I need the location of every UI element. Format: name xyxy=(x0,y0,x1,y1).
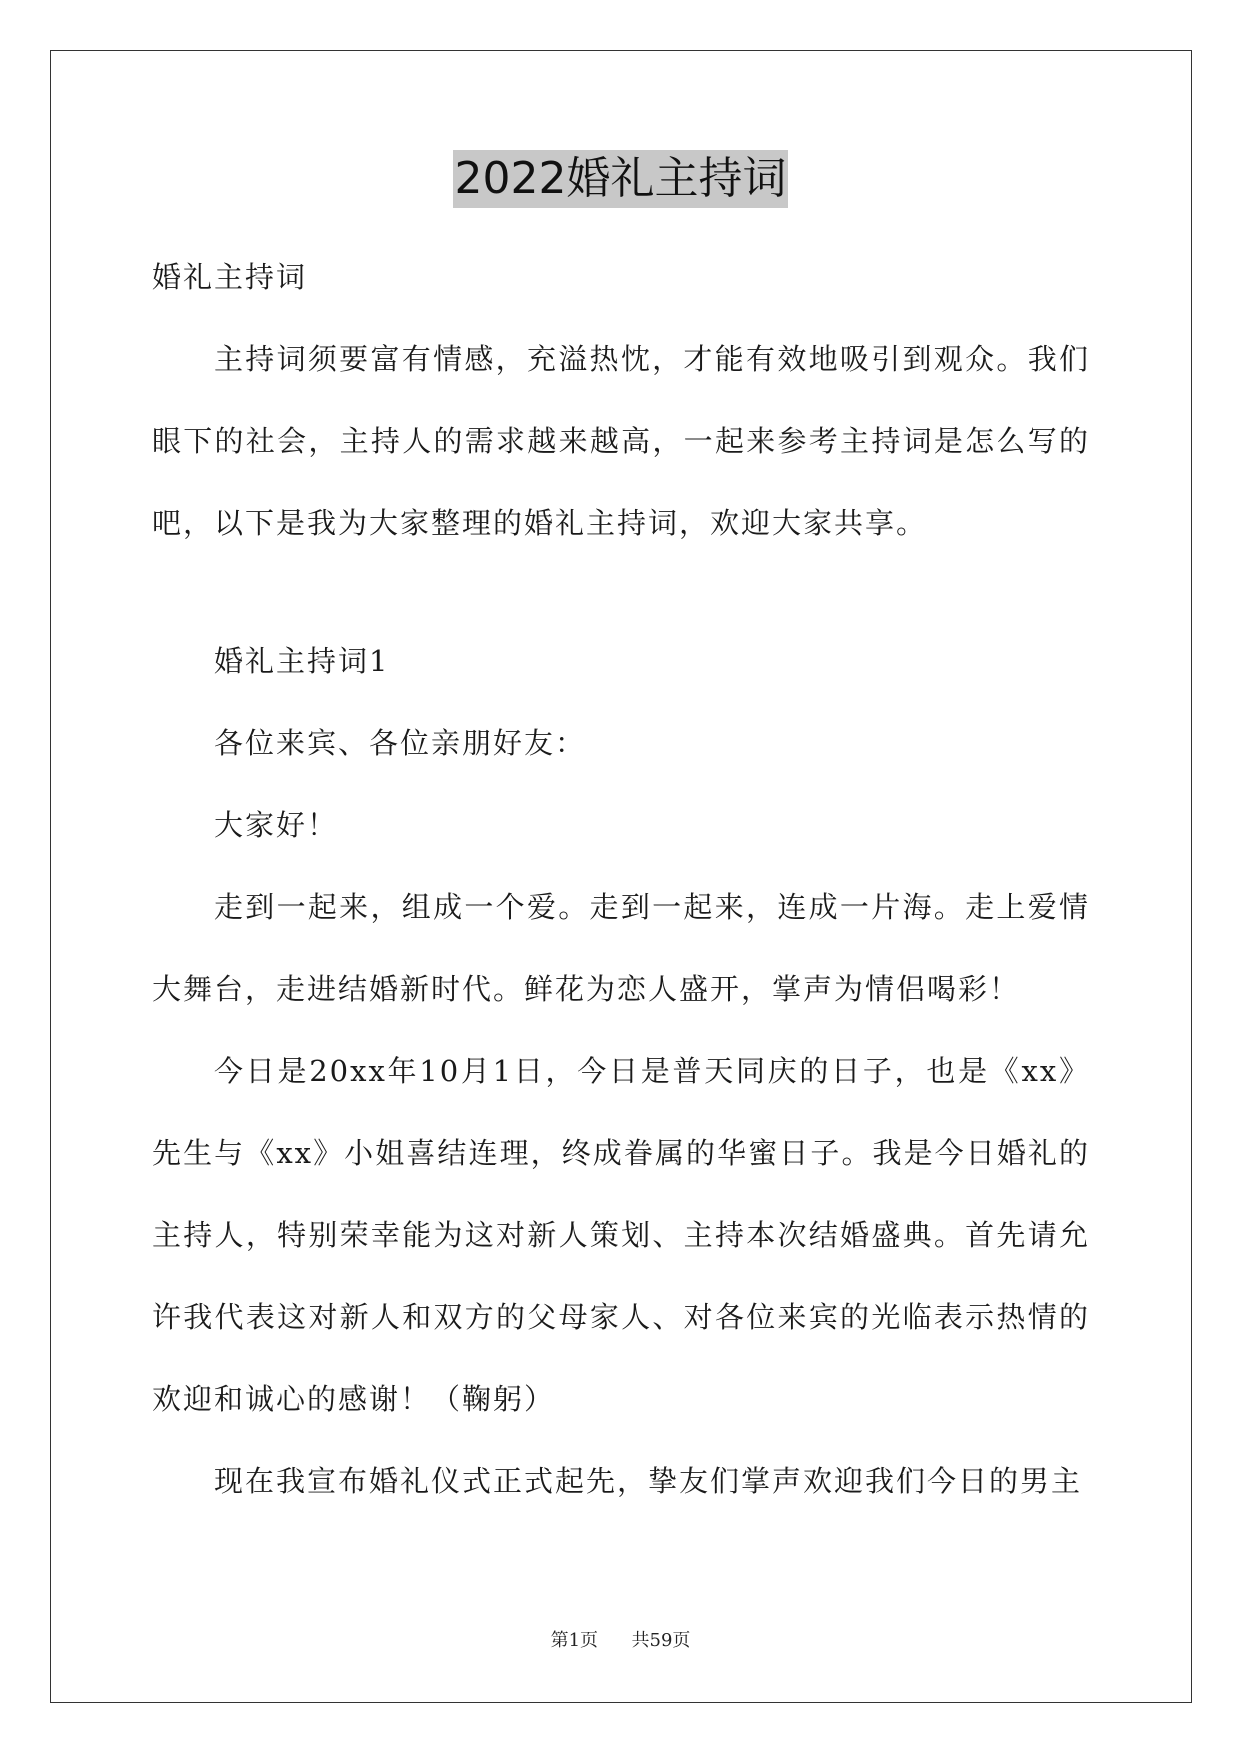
document-body xyxy=(152,236,1090,1522)
paragraph-intro: 主持词须要富有情感，充溢热忱，才能有效地吸引到观众。我们眼下的社会，主持人的需求越来越高，一起来参考主持词是怎么写的吧，以下是我为大家整理的婚礼主持词，欢迎大家共享。 xyxy=(152,342,1090,540)
section-heading: 婚礼主持词1 xyxy=(214,644,390,678)
page-footer xyxy=(0,1626,1241,1652)
document-title: 2022婚礼主持词 xyxy=(453,150,789,208)
paragraph-hello: 大家好！ xyxy=(214,808,339,842)
paragraph-poem: 走到一起来，组成一个爱。走到一起来，连成一片海。走上爱情大舞台，走进结婚新时代。鲜花为恋人盛开，掌声为情侣喝彩！ xyxy=(152,890,1090,1006)
paragraph-date: 今日是20xx年10月1日，今日是普天同庆的日子，也是《xx》先生与《xx》小姐喜结连理，终成眷属的华蜜日子。我是今日婚礼的主持人，特别荣幸能为这对新人策划、主持本次结婚盛典。首先请允许我代表这对新人和双方的父母家人、对各位来宾的光临表示热情的欢迎和诚心的感谢！（鞠躬） xyxy=(152,1054,1090,1416)
paragraph-announce: 现在我宣布婚礼仪式正式起先，挚友们掌声欢迎我们今日的男主 xyxy=(214,1464,1083,1498)
page-total: 共59页 xyxy=(631,1630,691,1651)
paragraph-gap xyxy=(152,564,1090,620)
paragraph-heading: 婚礼主持词 xyxy=(152,260,308,294)
paragraph-greeting: 各位来宾、各位亲朋好友： xyxy=(214,726,587,760)
title-container xyxy=(0,150,1241,208)
page-number: 第1页 xyxy=(550,1630,599,1651)
